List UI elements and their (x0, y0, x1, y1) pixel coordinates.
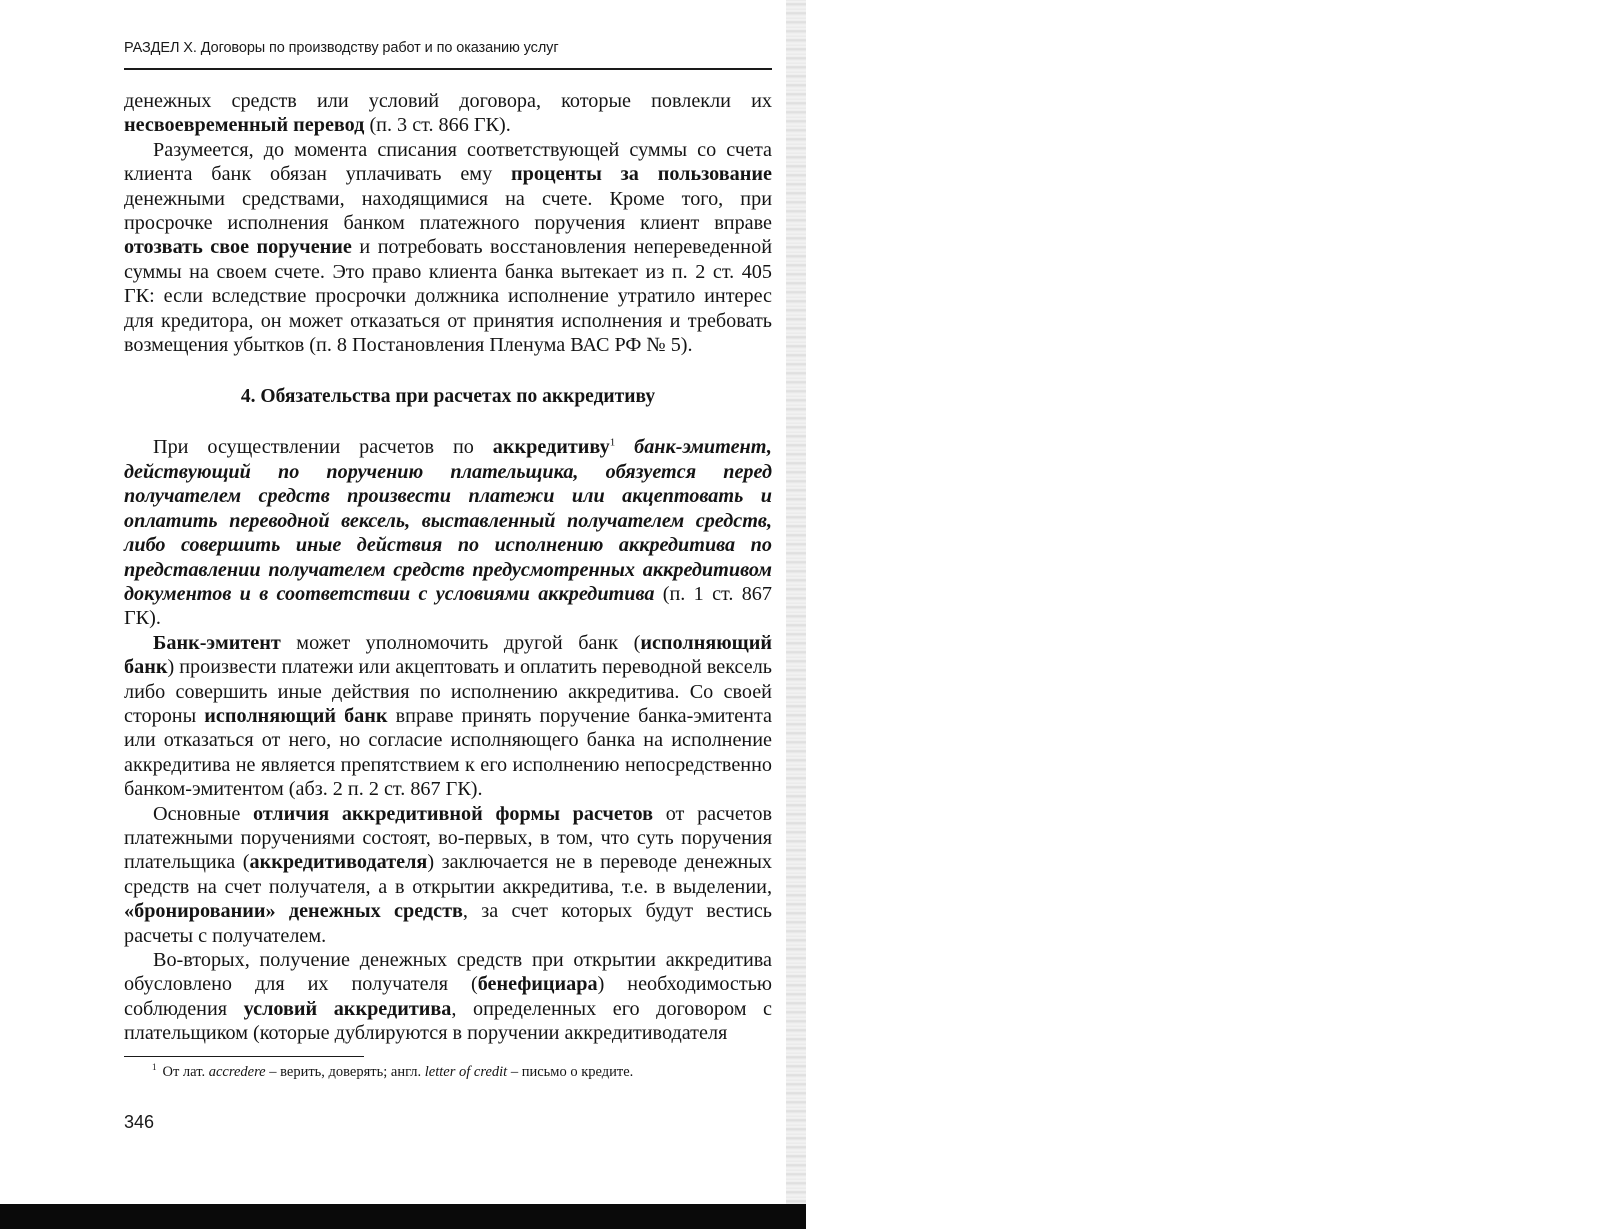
text-span: При осуществлении расчетов по (153, 436, 493, 459)
text-span: и потребовать восстановления непереведенной суммы на своем счете. Это право клиента банка вытекает из п. 2 ст. 405 ГК: если вследствие просрочки должника исполнение утратило интерес для кредитора, он может отказаться от принятия исполнения и требовать возмещения убытков (п. 8 Постановления Пленума ВАС РФ № 5). (124, 236, 773, 357)
bold-term: проценты за пользование (511, 163, 772, 186)
paragraph-1 (124, 89, 772, 138)
paragraph-4 (124, 631, 772, 802)
text-span: ) заключается не в переводе денежных средств на счет получателя, а в открытии аккредитива, т.е. в выделении, (124, 851, 772, 898)
text-span: Основные (153, 802, 253, 825)
bold-term: Банк-эмитент (153, 631, 281, 654)
text-span: (п. 1 ст. 867 ГК). (124, 582, 772, 630)
text-span: Во-вторых, получение денежных средств при открытии аккредитива обусловлено для их получателя ( (124, 949, 772, 996)
text-span: (п. 3 ст. 866 ГК). (364, 114, 511, 137)
footnote-rule (124, 1056, 364, 1057)
page-number: 346 (124, 1112, 155, 1132)
footnote-reference[interactable]: 1 (609, 436, 616, 449)
text-span: – письмо о кредите. (507, 1064, 634, 1080)
italic-term: accredere (208, 1064, 266, 1080)
text-span: денежных средств или условий договора, которые повлекли их (124, 90, 772, 112)
text-span: от расчетов платежными поручениями состоят, во-первых, в том, что суть поручения плательщика ( (124, 802, 772, 874)
text-span: От лат. (162, 1064, 209, 1080)
bold-term: исполняющий банк (204, 704, 388, 727)
text-span: , определенных его договором с плательщиком (которые дублируются в поручении аккредитиводателя (124, 997, 772, 1045)
section-heading: 4. Обязательства при расчетах по аккредитиву (240, 386, 656, 408)
header-rule (124, 68, 772, 70)
text-span: Разумеется, до момента списания соответствующей суммы со счета клиента банк обязан уплачивать ему (124, 138, 772, 186)
text-span: может уполномочить другой банк ( (280, 631, 641, 654)
text-span: – верить, доверять; англ. (265, 1064, 425, 1080)
text-span: денежными средствами, находящимися на счете. Кроме того, при просрочке исполнения банком платежного поручения клиент вправе (124, 187, 772, 235)
text-span: вправе принять поручение банка-эмитента или отказаться от него, но согласие исполняющего банка на исполнение аккредитива не является препятствием к его исполнению непосредственно банком-эмитентом (абз. 2 п. 2 ст. 867 ГК). (124, 704, 772, 801)
footnote-mark: 1 (152, 1062, 157, 1073)
text-span: ) произвести платежи или акцептовать и оплатить переводной вексель либо совершить иные действия по исполнению аккредитива. Со своей стороны (124, 656, 772, 727)
bold-term: аккредитиводателя (249, 851, 428, 874)
footnote (152, 1064, 772, 1081)
bold-term: несвоевременный перевод (124, 114, 365, 137)
paragraph-2 (124, 138, 772, 358)
scan-bottom-edge (0, 1204, 806, 1229)
bold-term: бенефициара (477, 973, 598, 996)
bold-term: исполняющий банк (124, 631, 772, 679)
bold-term: «бронировании» денежных средств (124, 900, 463, 923)
paragraph-3 (124, 435, 772, 630)
text-span: , за счет которых будут вестись расчеты с получателем. (124, 900, 772, 947)
paragraph-5 (124, 802, 772, 948)
body-text (124, 89, 772, 1046)
running-head: РАЗДЕЛ X. Договоры по производству работ и по оказанию услуг (124, 40, 559, 56)
scan-gutter-edge (786, 0, 806, 1229)
text-span: ) необходимостью соблюдения (124, 973, 773, 1020)
italic-term: letter of credit (424, 1064, 508, 1080)
paragraph-6 (124, 948, 772, 1046)
bold-term: аккредитиву (492, 436, 610, 459)
bold-term: условий аккредитива (243, 997, 452, 1020)
bold-italic-definition: банк-эмитент, действующий по поручению плательщика, обязуется перед получателем средств произвести платежи или акцептовать и оплатить переводной вексель, выставленный получателем средств, либо совершить иные действия по исполнению аккредитива по представлении получателем средств предусмотренных аккредитивом документов и в соответствии с условиями аккредитива (124, 436, 772, 605)
bold-term: отозвать свое поручение (124, 236, 352, 259)
bold-term: отличия аккредитивной формы расчетов (253, 802, 654, 825)
